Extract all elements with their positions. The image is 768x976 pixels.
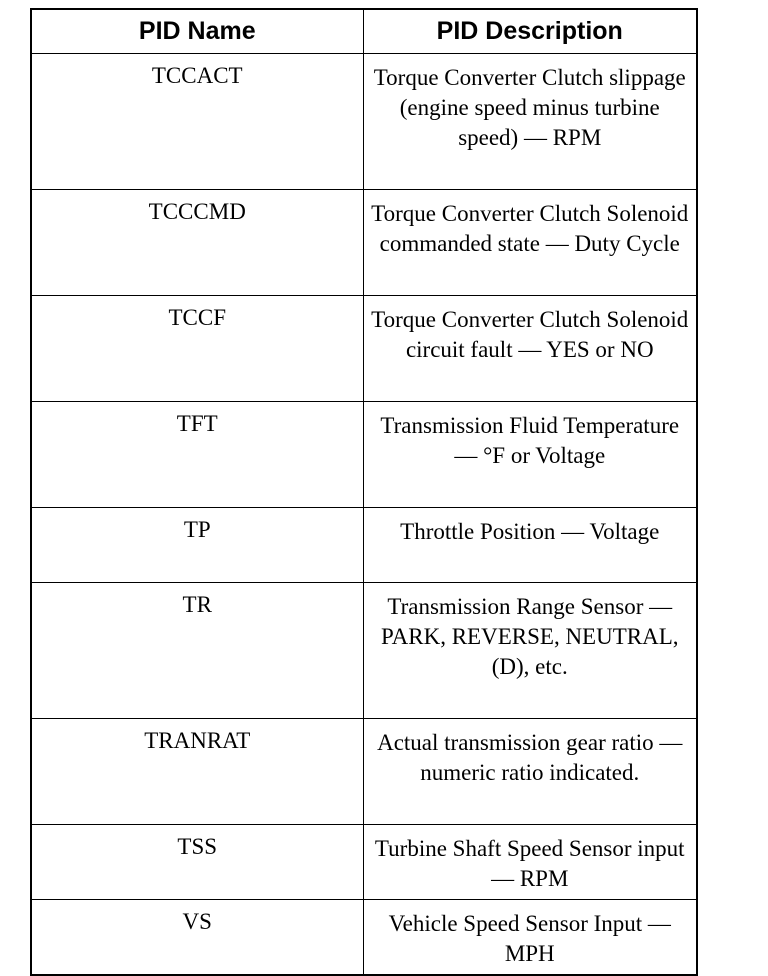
- pid-name-cell: TP: [31, 508, 363, 583]
- pid-description-cell: Throttle Position — Voltage: [363, 508, 697, 583]
- table-row: [31, 583, 697, 719]
- pid-name-cell: TR: [31, 583, 363, 719]
- pid-name-cell: TRANRAT: [31, 719, 363, 825]
- pid-name-cell: TCCF: [31, 296, 363, 402]
- table-row: [31, 900, 697, 975]
- table-row: [31, 190, 697, 296]
- pid-description-cell: Vehicle Speed Sensor Input — MPH: [363, 900, 697, 975]
- table-row: [31, 402, 697, 508]
- pid-description-cell: Transmission Fluid Temperature — °F or Voltage: [363, 402, 697, 508]
- pid-name-cell: VS: [31, 900, 363, 975]
- pid-description-cell: Turbine Shaft Speed Sensor input — RPM: [363, 825, 697, 900]
- pid-name-cell: TSS: [31, 825, 363, 900]
- table-row: [31, 719, 697, 825]
- pid-name-cell: TCCCMD: [31, 190, 363, 296]
- header-row: [31, 9, 697, 54]
- pid-name-cell: TCCACT: [31, 54, 363, 190]
- pid-description-cell: Torque Converter Clutch slippage (engine speed minus turbine speed) — RPM: [363, 54, 697, 190]
- header-pid-name: PID Name: [31, 9, 363, 54]
- pid-description-cell: Transmission Range Sensor — PARK, REVERSE, NEUTRAL, (D), etc.: [363, 583, 697, 719]
- table-row: [31, 54, 697, 190]
- pid-description-cell: Torque Converter Clutch Solenoid circuit fault — YES or NO: [363, 296, 697, 402]
- table-row: [31, 508, 697, 583]
- header-pid-description: PID Description: [363, 9, 697, 54]
- pid-description-cell: Torque Converter Clutch Solenoid commanded state — Duty Cycle: [363, 190, 697, 296]
- pid-name-cell: TFT: [31, 402, 363, 508]
- pid-description-cell: Actual transmission gear ratio — numeric ratio indicated.: [363, 719, 697, 825]
- table-row: [31, 825, 697, 900]
- pid-table: [30, 8, 698, 976]
- table-row: [31, 296, 697, 402]
